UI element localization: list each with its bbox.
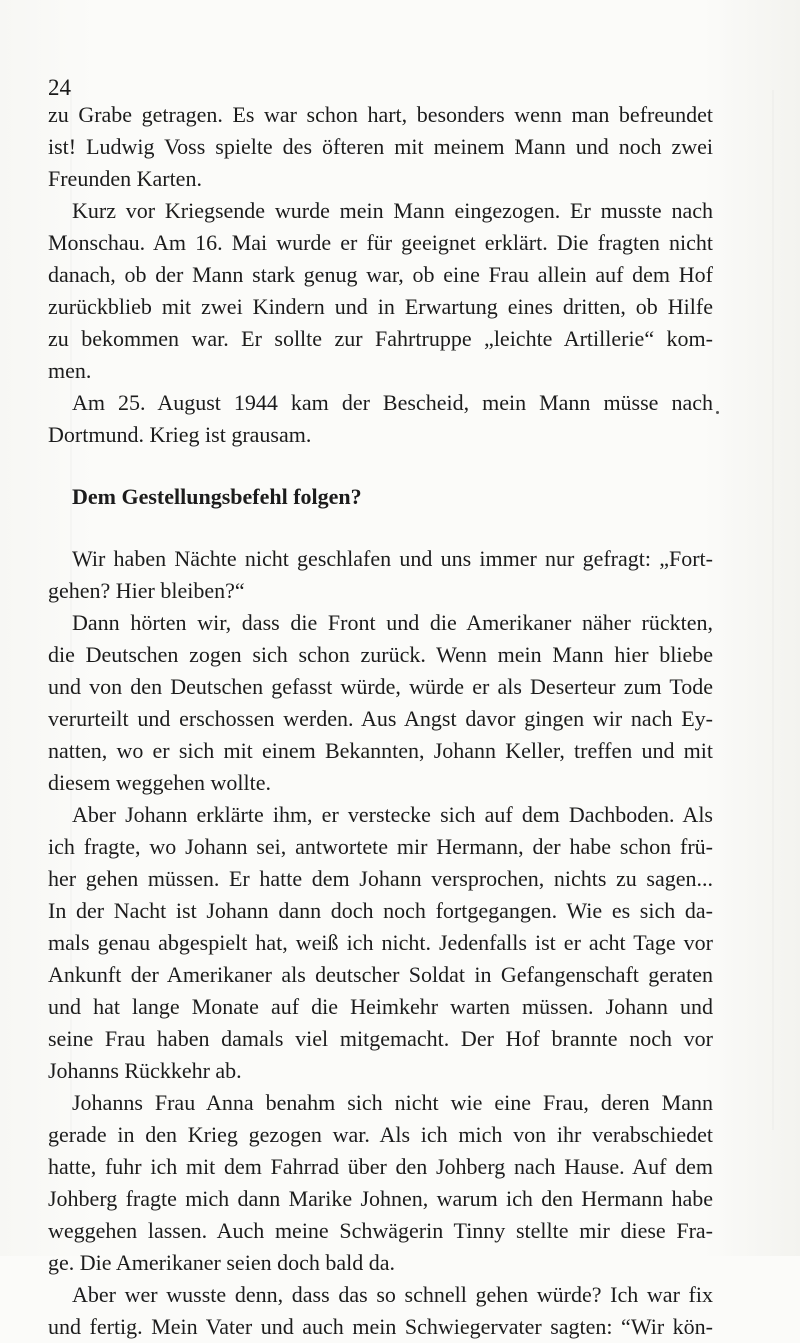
text-line: und hat lange Monate auf die Heimkehr warten müssen. Johann und	[48, 994, 713, 1019]
text-line: Johberg fragte mich dann Marike Johnen, warum ich den Hermann habe	[48, 1186, 713, 1211]
paragraph-3	[48, 387, 713, 451]
text-line: Am 25. August 1944 kam der Bescheid, mein Mann müsse nach	[72, 390, 713, 415]
text-line: ist! Ludwig Voss spielte des öfteren mit meinem Mann und noch zwei	[48, 134, 713, 159]
paragraph-8	[48, 1279, 713, 1343]
text-line: diesem weggehen wollte.	[48, 770, 271, 795]
page-number: 24	[48, 75, 71, 100]
text-line: In der Nacht ist Johann dann doch noch fortgegangen. Wie es sich da-	[48, 898, 713, 923]
paragraph-4	[48, 543, 713, 607]
text-line: ich fragte, wo Johann sei, antwortete mir Hermann, der habe schon frü-	[48, 834, 713, 859]
paragraph-2	[48, 195, 713, 387]
text-line: zurückblieb mit zwei Kindern und in Erwartung eines dritten, ob Hilfe	[48, 294, 713, 319]
text-line: Aber Johann erklärte ihm, er verstecke sich auf dem Dachboden. Als	[72, 802, 713, 827]
text-line: Johanns Frau Anna benahm sich nicht wie eine Frau, deren Mann	[72, 1090, 713, 1115]
text-line: zu bekommen war. Er sollte zur Fahrtruppe „leichte Artillerie“ kom-	[48, 326, 713, 351]
text-line: Dortmund. Krieg ist grausam.	[48, 422, 312, 447]
text-line: und fertig. Mein Vater und auch mein Schwiegervater sagten: “Wir kön-	[48, 1314, 713, 1339]
text-line: gerade in den Krieg gezogen war. Als ich mich von ihr verabschiedet	[48, 1122, 713, 1147]
text-line: Johanns Rückkehr ab.	[48, 1058, 242, 1083]
text-line: her gehen müssen. Er hatte dem Johann versprochen, nichts zu sagen...	[48, 866, 713, 891]
text-line: Freunden Karten.	[48, 166, 202, 191]
text-line: die Deutschen zogen sich schon zurück. Wenn mein Mann hier bliebe	[48, 642, 713, 667]
text-line: ge. Die Amerikaner seien doch bald da.	[48, 1250, 395, 1275]
text-line: hatte, fuhr ich mit dem Fahrrad über den Johberg nach Hause. Auf dem	[48, 1154, 713, 1179]
section-heading: Dem Gestellungsbefehl folgen?	[72, 484, 362, 509]
text-line: men.	[48, 358, 92, 383]
text-line: zu Grabe getragen. Es war schon hart, besonders wenn man befreundet	[48, 102, 713, 127]
text-line: und von den Deutschen gefasst würde, würde er als Deserteur zum Tode	[48, 674, 713, 699]
text-line: gehen? Hier bleiben?“	[48, 578, 245, 603]
text-line: Monschau. Am 16. Mai wurde er für geeignet erklärt. Die fragten nicht	[48, 230, 713, 255]
paragraph-5	[48, 607, 713, 799]
text-line: Aber wer wusste denn, dass das so schnell gehen würde? Ich war fix	[72, 1282, 713, 1307]
text-line: danach, ob der Mann stark genug war, ob eine Frau allein auf dem Hof	[48, 262, 713, 287]
text-line: Wir haben Nächte nicht geschlafen und uns immer nur gefragt: „Fort-	[72, 546, 713, 571]
text-line: natten, wo er sich mit einem Bekannten, Johann Keller, treffen und mit	[48, 738, 713, 763]
text-line: mals genau abgespielt hat, weiß ich nicht. Jedenfalls ist er acht Tage vor	[48, 930, 713, 955]
text-line: weggehen lassen. Auch meine Schwägerin Tinny stellte mir diese Fra-	[48, 1218, 713, 1243]
ink-speck	[716, 411, 719, 414]
paragraph-1	[48, 99, 713, 195]
body-text	[48, 99, 713, 1343]
text-line: Kurz vor Kriegsende wurde mein Mann eingezogen. Er musste nach	[72, 198, 713, 223]
text-line: seine Frau haben damals viel mitgemacht. Der Hof brannte noch vor	[48, 1026, 713, 1051]
text-line: verurteilt und erschossen werden. Aus Angst davor gingen wir nach Ey-	[48, 706, 713, 731]
paragraph-7	[48, 1087, 713, 1279]
paragraph-6	[48, 799, 713, 1087]
text-line: Dann hörten wir, dass die Front und die Amerikaner näher rückten,	[72, 610, 713, 635]
text-line: Ankunft der Amerikaner als deutscher Soldat in Gefangenschaft geraten	[48, 962, 713, 987]
